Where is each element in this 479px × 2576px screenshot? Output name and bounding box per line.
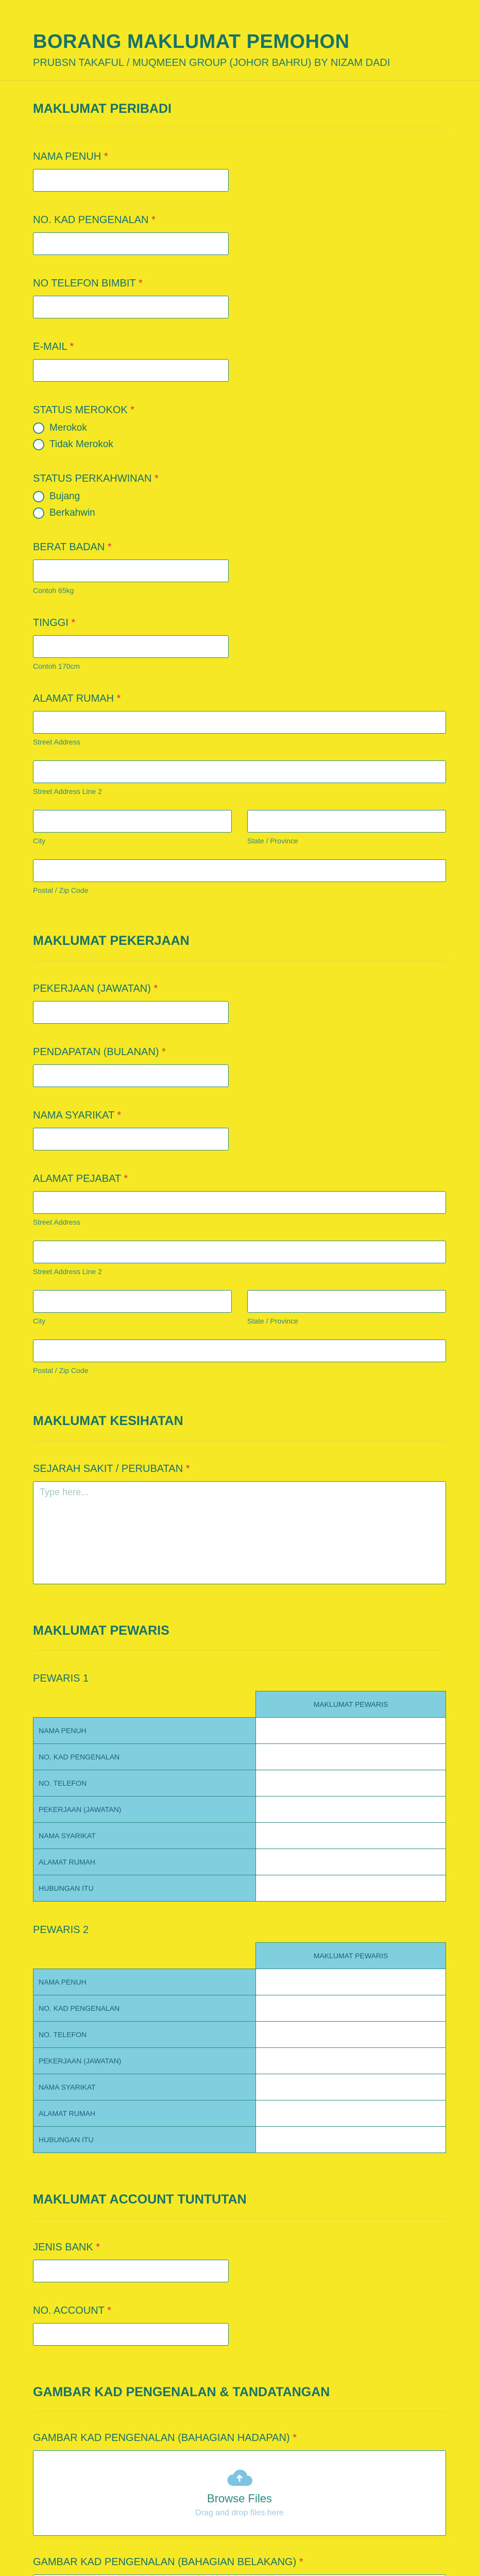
- input-phone[interactable]: [33, 296, 229, 318]
- label-berat: BERAT BADAN: [33, 541, 105, 553]
- section-kesihatan: MAKLUMAT KESIHATAN SEJARAH SAKIT / PERUBATAN * Type here...: [0, 1393, 479, 1584]
- input-office-street2[interactable]: [33, 1241, 446, 1263]
- pewaris-1-cell[interactable]: [256, 1770, 446, 1797]
- label-tinggi: TINGGI: [33, 617, 69, 629]
- input-postal[interactable]: [33, 859, 446, 882]
- section-title: MAKLUMAT KESIHATAN: [33, 1393, 446, 1440]
- label-alamat: ALAMAT RUMAH: [33, 693, 114, 704]
- pewaris-2-cell[interactable]: [256, 2048, 446, 2074]
- section-pewaris: [0, 1603, 479, 2153]
- pewaris-2-cell[interactable]: [256, 2074, 446, 2100]
- label-merokok: STATUS MEROKOK: [33, 404, 128, 416]
- pewaris-1-cell[interactable]: [256, 1875, 446, 1902]
- input-state[interactable]: [247, 810, 446, 833]
- input-tinggi[interactable]: [33, 635, 229, 658]
- input-office-state[interactable]: [247, 1290, 446, 1313]
- radio-merokok-1[interactable]: Tidak Merokok: [33, 439, 446, 450]
- label-pewaris-1: PEWARIS 1: [33, 1673, 89, 1684]
- input-account[interactable]: [33, 2323, 229, 2346]
- hint-berat: Contoh 65kg: [33, 586, 74, 595]
- section-gambar: GAMBAR KAD PENGENALAN & TANDATANGAN GAMBAR KAD PENGENALAN (BAHAGIAN HADAPAN) * Browse Files Drag and drop files here GAMBAR KAD PENGENALAN (BAHAGIAN BELAKANG) *: [0, 2364, 479, 2576]
- section-title: GAMBAR KAD PENGENALAN & TANDATANGAN: [33, 2364, 446, 2412]
- pewaris-1-cell[interactable]: [256, 1849, 446, 1875]
- radio-circle[interactable]: [33, 507, 44, 519]
- input-syarikat[interactable]: [33, 1128, 229, 1150]
- form-title: BORANG MAKLUMAT PEMOHON: [33, 31, 350, 53]
- label-email: E-MAIL: [33, 341, 67, 352]
- pewaris-2-cell[interactable]: [256, 1995, 446, 2022]
- pewaris-1-table: MAKLUMAT PEWARIS NAMA PENUH NO. KAD PENGENALAN NO. TELEFON PEKERJAAN (JAWATAN) NAMA SYARIKAT ALAMAT RUMAH HUBUNGAN ITU: [33, 1691, 446, 1902]
- input-city[interactable]: [33, 810, 232, 833]
- pewaris-1-cell[interactable]: [256, 1744, 446, 1770]
- section-peribadi: MAKLUMAT PERIBADI NAMA PENUH * NO. KAD PENGENALAN * NO TELEFON BIMBIT * E-MAIL * STATUS MEROKOK * Merokok Tidak Merokok STATUS PERKAHWINAN * Bujang Berkahwin BERAT BADAN * Contoh 65kg TINGGI * Contoh 170cm ALAMAT RUMAH * Street Address Street Address Line 2 City State / Province Postal / Zip Code: [0, 81, 479, 894]
- pewaris-2-cell[interactable]: [256, 2127, 446, 2153]
- input-pekerjaan[interactable]: [33, 1001, 229, 1024]
- upload-ic-front[interactable]: Browse Files Drag and drop files here: [33, 2450, 446, 2536]
- section-account: MAKLUMAT ACCOUNT TUNTUTAN JENIS BANK * NO. ACCOUNT *: [0, 2172, 479, 2346]
- input-office-city[interactable]: [33, 1290, 232, 1313]
- label-phone: NO TELEFON BIMBIT: [33, 278, 136, 289]
- label-nama: NAMA PENUH: [33, 151, 101, 162]
- section-title: MAKLUMAT ACCOUNT TUNTUTAN: [33, 2172, 446, 2219]
- cloud-upload-icon: [226, 2468, 253, 2487]
- label-pewaris-2: PEWARIS 2: [33, 1924, 89, 1936]
- radio-circle[interactable]: [33, 422, 44, 434]
- input-pendapatan[interactable]: [33, 1064, 229, 1087]
- pewaris-1-cell[interactable]: [256, 1718, 446, 1744]
- pewaris-2-cell[interactable]: [256, 2022, 446, 2048]
- input-berat[interactable]: [33, 560, 229, 582]
- radio-merokok-0[interactable]: Merokok: [33, 422, 446, 434]
- input-office-postal[interactable]: [33, 1340, 446, 1362]
- section-pekerjaan: MAKLUMAT PEKERJAAN PEKERJAAN (JAWATAN) * PENDAPATAN (BULANAN) * NAMA SYARIKAT * ALAMAT PEJABAT * Street Address Street Address Line 2 City State / Province Postal / Zip Code: [0, 913, 479, 1375]
- pewaris-2-table: MAKLUMAT PEWARIS NAMA PENUH NO. KAD PENGENALAN NO. TELEFON PEKERJAAN (JAWATAN) NAMA SYARIKAT ALAMAT RUMAH HUBUNGAN ITU: [33, 1942, 446, 2153]
- label-kahwin: STATUS PERKAHWINAN: [33, 473, 152, 484]
- section-title: MAKLUMAT PEWARIS: [33, 1603, 446, 1650]
- hint-tinggi: Contoh 170cm: [33, 662, 80, 670]
- radio-circle[interactable]: [33, 491, 44, 502]
- pewaris-1-cell[interactable]: [256, 1797, 446, 1823]
- section-title: MAKLUMAT PEKERJAAN: [33, 913, 446, 960]
- input-street[interactable]: [33, 711, 446, 734]
- pewaris-2-cell[interactable]: [256, 1969, 446, 1995]
- label-ic: NO. KAD PENGENALAN: [33, 214, 149, 226]
- section-title: MAKLUMAT PERIBADI: [33, 81, 446, 128]
- form-header: [0, 0, 479, 80]
- input-ic[interactable]: [33, 232, 229, 255]
- input-nama[interactable]: [33, 169, 229, 192]
- textarea-sejarah[interactable]: Type here...: [33, 1481, 446, 1584]
- input-office-street[interactable]: [33, 1191, 446, 1214]
- input-street2[interactable]: [33, 760, 446, 783]
- input-email[interactable]: [33, 359, 229, 382]
- input-bank[interactable]: [33, 2260, 229, 2282]
- radio-kahwin-0[interactable]: Bujang: [33, 491, 446, 502]
- form-subtitle: PRUBSN TAKAFUL / MUQMEEN GROUP (JOHOR BAHRU) BY NIZAM DADI: [33, 57, 390, 69]
- radio-kahwin-1[interactable]: Berkahwin: [33, 507, 446, 519]
- radio-circle[interactable]: [33, 439, 44, 450]
- pewaris-2-cell[interactable]: [256, 2100, 446, 2127]
- pewaris-1-cell[interactable]: [256, 1823, 446, 1849]
